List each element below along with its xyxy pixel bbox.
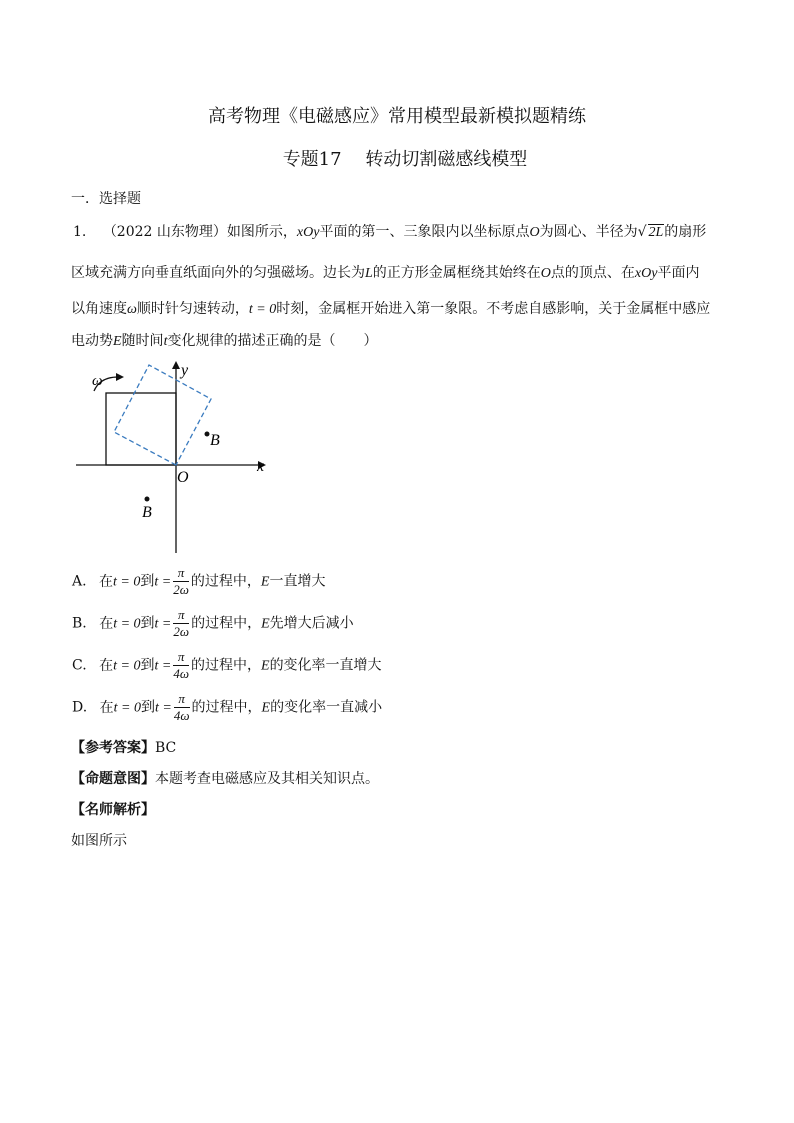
doc-subtitle: 专题17 转动切割磁感线模型: [282, 149, 528, 170]
doc-title: 高考物理《电磁感应》常用模型最新模拟题精练: [208, 106, 586, 127]
rotation-arrow-head: [116, 373, 124, 381]
section-heading: 一．选择题: [71, 191, 141, 207]
intent-text: 本题考查电磁感应及其相关知识点。: [155, 771, 379, 787]
origin-label: O: [177, 469, 189, 486]
intent-line: [71, 768, 379, 788]
sqrt-symbol: √: [637, 224, 647, 240]
fraction: $\frac{\pi}{4\omega}$: [173, 691, 190, 723]
metal-frame-rotated: [114, 365, 211, 465]
answer-line: [71, 737, 176, 757]
analysis-label: 【名师解析】: [71, 802, 155, 818]
metal-frame-initial: [106, 393, 176, 465]
option-a[interactable]: A. 在t = 0到t = $\frac{\pi}{2\omega}$ 的过程中，E一直增大: [72, 565, 326, 597]
y-axis-arrow: [172, 361, 180, 369]
field-label-1: B: [210, 432, 220, 449]
question-line-4: 电动势E随时间t变化规律的描述正确的是（ ）: [71, 333, 378, 349]
field-label-2: B: [142, 504, 152, 521]
question-number: 1.: [73, 224, 87, 240]
question-line-2: 区域充满方向垂直纸面向外的匀强磁场。边长为L的正方形金属框绕其始终在O点的顶点、在xOy平面内: [71, 265, 700, 281]
x-label: x: [257, 458, 265, 475]
answer-label: 【参考答案】: [71, 740, 155, 756]
question-line-3: 以角速度ω顺时针匀速转动，t = 0时刻，金属框开始进入第一象限。不考虑自感影响，关于金属框中感应: [71, 301, 711, 317]
rotating-square-figure: [60, 355, 290, 560]
fraction: $\frac{\pi}{2\omega}$: [173, 607, 190, 639]
option-b[interactable]: B. 在t = 0到t = $\frac{\pi}{2\omega}$ 的过程中，E先增大后减小: [72, 607, 354, 639]
field-point-2: [145, 497, 150, 502]
answer-value: BC: [155, 740, 177, 756]
option-d[interactable]: D. 在t = 0到t = $\frac{\pi}{4\omega}$ 的过程中，E的变化率一直减小: [72, 691, 383, 723]
analysis-text: 如图所示: [71, 833, 127, 849]
question-line-1: 1. （2022 山东物理）如图所示，xOy平面的第一、三象限内以坐标原点O为圆心、半径为√ 2L的扇形: [73, 224, 707, 240]
fraction: $\frac{\pi}{4\omega}$: [173, 649, 189, 681]
y-label: y: [181, 362, 189, 379]
intent-label: 【命题意图】: [71, 771, 155, 787]
field-point-1: [205, 432, 210, 437]
fraction: $\frac{\pi}{2\omega}$: [173, 565, 189, 597]
omega-label: ω: [92, 373, 103, 389]
option-c[interactable]: C. 在t = 0到t = $\frac{\pi}{4\omega}$ 的过程中，E的变化率一直增大: [72, 649, 382, 681]
